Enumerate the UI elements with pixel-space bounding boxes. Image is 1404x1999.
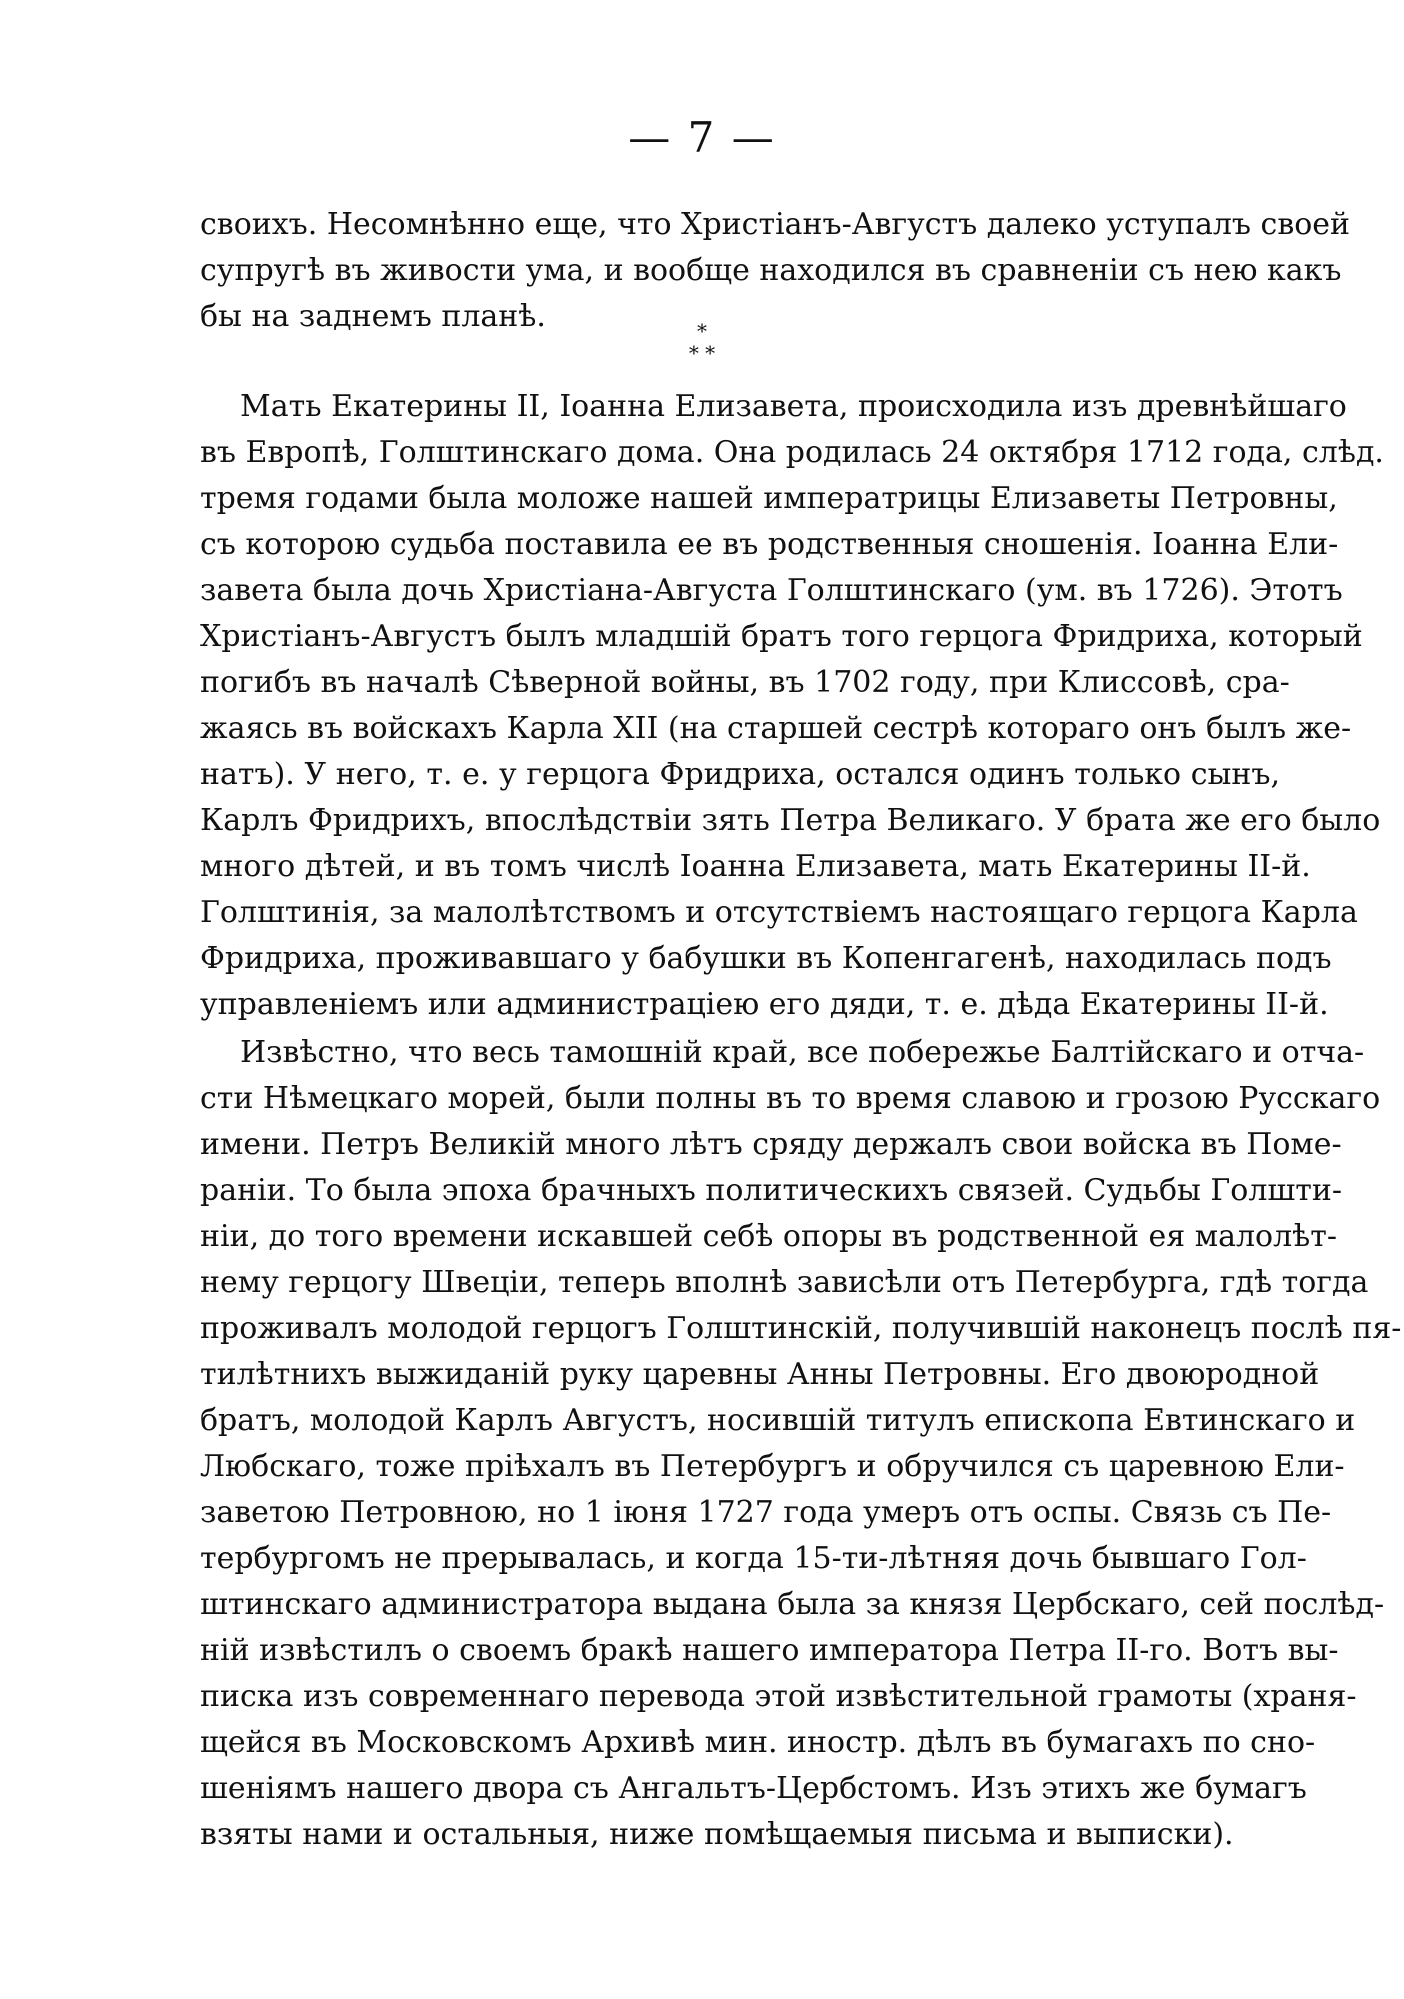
text-line: ній извѣстилъ о своемъ бракѣ нашего императора Петра II-го. Вотъ вы-	[200, 1633, 1339, 1668]
text-line: имени. Петръ Великій много лѣтъ сряду держалъ свои войска въ Поме-	[200, 1127, 1342, 1162]
text-line: Извѣстно, что весь тамошній край, все побережье Балтійскаго и отча-	[240, 1035, 1365, 1070]
text-line: завета была дочь Христіана-Августа Голштинскаго (ум. въ 1726). Этотъ	[200, 573, 1343, 608]
text-line: щейся въ Московскомъ Архивѣ мин. иностр. дѣлъ въ бумагахъ по сно-	[200, 1725, 1316, 1760]
text-line: Любскаго, тоже пріѣхалъ въ Петербургъ и обручился съ царевною Ели-	[200, 1449, 1345, 1484]
text-line: штинскаго администратора выдана была за князя Цербскаго, сей послѣд-	[200, 1587, 1385, 1622]
text-line: погибъ въ началѣ Сѣверной войны, въ 1702 году, при Клиссовѣ, сра-	[200, 665, 1290, 700]
text-line: писка изъ современнаго перевода этой извѣстительной грамоты (храня-	[200, 1679, 1357, 1714]
text-line: съ которою судьба поставила ее въ родственныя сношенія. Іоанна Ели-	[200, 527, 1339, 562]
paragraph-holstein	[200, 1030, 1402, 1858]
text-line: своихъ. Несомнѣнно еще, что Христіанъ-Августъ далеко уступалъ своей	[200, 207, 1351, 242]
text-line: Карлъ Фридрихъ, впослѣдствіи зять Петра Великаго. У брата же его было	[200, 803, 1381, 838]
separator-bottom: * *	[688, 341, 716, 365]
text-line: Мать Екатерины II, Іоанна Елизавета, происходила изъ древнѣйшаго	[240, 389, 1347, 424]
section-separator	[0, 320, 1404, 364]
text-line: братъ, молодой Карлъ Августъ, носившій титулъ епископа Евтинскаго и	[200, 1403, 1356, 1438]
text-line: шеніямъ нашего двора съ Ангальтъ-Цербстомъ. Изъ этихъ же бумагъ	[200, 1771, 1307, 1806]
text-line: много дѣтей, и въ томъ числѣ Іоанна Елизавета, мать Екатерины II-й.	[200, 849, 1311, 884]
text-line: ніи, до того времени искавшей себѣ опоры въ родственной ея малолѣт-	[200, 1219, 1337, 1254]
text-line: нему герцогу Швеціи, теперь вполнѣ зависѣли отъ Петербурга, гдѣ тогда	[200, 1265, 1369, 1300]
text-line: Христіанъ-Августъ былъ младшій братъ того герцога Фридриха, который	[200, 619, 1363, 654]
text-line: сти Нѣмецкаго морей, были полны въ то время славою и грозою Русскаго	[200, 1081, 1381, 1116]
paragraph-mother	[200, 384, 1384, 1028]
text-line: Голштинія, за малолѣтствомъ и отсутствіемъ настоящаго герцога Карла	[200, 895, 1358, 930]
page-number: — 7 —	[628, 113, 776, 162]
text-line: въ Европѣ, Голштинскаго дома. Она родилась 24 октября 1712 года, слѣд.	[200, 435, 1384, 470]
separator-top: *	[697, 319, 707, 343]
text-line: управленіемъ или администраціею его дяди, т. е. дѣда Екатерины II-й.	[200, 987, 1329, 1022]
text-line: взяты нами и остальныя, ниже помѣщаемыя письма и выписки).	[200, 1817, 1234, 1852]
text-line: бы на заднемъ планѣ.	[200, 299, 546, 334]
text-line: тилѣтнихъ выжиданій руку царевны Анны Петровны. Его двоюродной	[200, 1357, 1320, 1392]
text-line: супругѣ въ живости ума, и вообще находился въ сравненіи съ нею какъ	[200, 253, 1342, 288]
text-line: тербургомъ не прерывалась, и когда 15-ти-лѣтняя дочь бывшаго Гол-	[200, 1541, 1307, 1576]
text-line: Фридриха, проживавшаго у бабушки въ Копенгагенѣ, находилась подъ	[200, 941, 1332, 976]
text-line: тремя годами была моложе нашей императрицы Елизаветы Петровны,	[200, 481, 1338, 516]
text-line: раніи. То была эпоха брачныхъ политическихъ связей. Судьбы Голшти-	[200, 1173, 1343, 1208]
text-line: заветою Петровною, но 1 іюня 1727 года умеръ отъ оспы. Связь съ Пе-	[200, 1495, 1332, 1530]
text-line: проживалъ молодой герцогъ Голштинскій, получившій наконецъ послѣ пя-	[200, 1311, 1402, 1346]
text-line: жаясь въ войскахъ Карла XII (на старшей сестрѣ котораго онъ былъ же-	[200, 711, 1352, 746]
text-line: натъ). У него, т. е. у герцога Фридриха, остался одинъ только сынъ,	[200, 757, 1280, 792]
